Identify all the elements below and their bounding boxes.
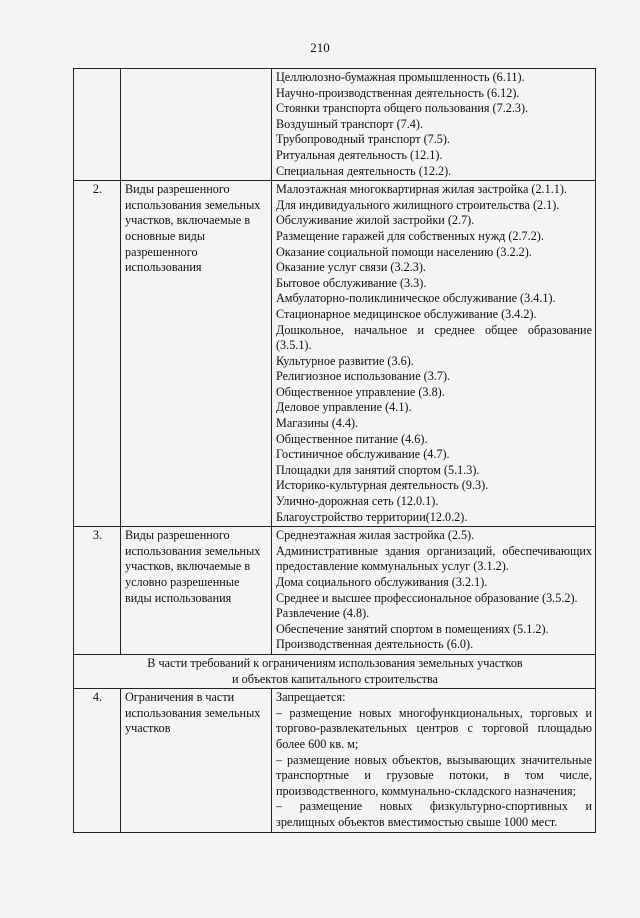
list-item: Научно-производственная деятельность (6.12). (276, 85, 520, 100)
section-heading (74, 654, 596, 688)
section-heading-line: В части требований к ограничениям использования земельных участков (147, 655, 523, 670)
zoning-table (73, 68, 596, 833)
page-number: 210 (310, 40, 330, 55)
list-item: Производственная деятельность (6.0). (276, 637, 474, 652)
row-content (272, 527, 596, 655)
row-number: 3. (74, 527, 121, 655)
list-item: Амбулаторно-поликлиническое обслуживание (3.4.1). (276, 291, 556, 306)
restriction-intro: Запрещается: (276, 690, 346, 705)
list-item: Административные здания организаций, обеспечивающих предоставление коммунальных услуг (3.1.2). (276, 543, 592, 574)
list-item: Деловое управление (4.1). (276, 400, 412, 415)
table-row-restrictions (74, 689, 596, 832)
restriction-item: – размещение новых многофункциональных, торговых и торгово-развлекательных центров с торговой площадью более 600 кв. м; (276, 705, 592, 751)
list-item: Религиозное использование (3.7). (276, 369, 451, 384)
table-row-section-heading (74, 654, 596, 688)
list-item: Улично-дорожная сеть (12.0.1). (276, 494, 439, 509)
list-item: Историко-культурная деятельность (9.3). (276, 478, 489, 493)
list-item: Воздушный транспорт (7.4). (276, 116, 424, 131)
restriction-item: – размещение новых физкультурно-спортивных и зрелищных объектов вместимостью свыше 1000 мест. (276, 799, 592, 829)
row-content (272, 69, 596, 181)
list-item: Дошкольное, начальное и среднее общее образование (3.5.1). (276, 322, 592, 353)
list-item: Культурное развитие (3.6). (276, 353, 414, 368)
list-item: Оказание услуг связи (3.2.3). (276, 260, 426, 275)
list-item: Для индивидуального жилищного строительства (2.1). (276, 197, 560, 212)
row-number (74, 69, 121, 181)
table-row-conditional-uses (74, 527, 596, 655)
list-item: Среднее и высшее профессиональное образование (3.5.2). (276, 590, 578, 605)
list-item: Малоэтажная многоквартирная жилая застройка (2.1.1). (276, 182, 567, 197)
row-label: Виды разрешенного использования земельных участков, включаемые в основные виды разрешенного использования (121, 181, 272, 527)
list-item: Обеспечение занятий спортом в помещениях (5.1.2). (276, 621, 549, 636)
section-heading-line: и объектов капитального строительства (232, 671, 438, 686)
list-item: Стационарное медицинское обслуживание (3.4.2). (276, 306, 537, 321)
list-item: Стоянки транспорта общего пользования (7.2.3). (276, 101, 529, 116)
table-row-continuation (74, 69, 596, 181)
list-item: Бытовое обслуживание (3.3). (276, 275, 427, 290)
list-item: Площадки для занятий спортом (5.1.3). (276, 462, 480, 477)
list-item: Общественное управление (3.8). (276, 384, 445, 399)
list-item: Оказание социальной помощи населению (3.2.2). (276, 244, 532, 259)
list-item: Дома социального обслуживания (3.2.1). (276, 575, 488, 589)
list-item: Обслуживание жилой застройки (2.7). (276, 213, 475, 228)
list-item: Магазины (4.4). (276, 416, 359, 431)
list-item: Целлюлозно-бумажная промышленность (6.11). (276, 70, 525, 84)
list-item: Развлечение (4.8). (276, 606, 370, 621)
row-label: Виды разрешенного использования земельных участков, включаемые в условно разрешенные виды использования (121, 527, 272, 655)
list-item: Среднеэтажная жилая застройка (2.5). (276, 528, 475, 543)
list-item: Размещение гаражей для собственных нужд (2.7.2). (276, 228, 544, 243)
list-item: Ритуальная деятельность (12.1). (276, 147, 443, 162)
table-row-main-uses (74, 181, 596, 527)
row-number: 4. (74, 689, 121, 832)
row-label: Ограничения в части использования земельных участков (121, 689, 272, 832)
list-item: Специальная деятельность (12.2). (276, 163, 452, 178)
row-label (121, 69, 272, 181)
list-item: Гостиничное обслуживание (4.7). (276, 447, 450, 462)
list-item: Благоустройство территории(12.0.2). (276, 509, 468, 524)
row-content (272, 689, 596, 832)
restriction-item: – размещение новых объектов, вызывающих значительные транспортные и грузовые потоки, в том числе, производственного, коммунально-складского назначения; (276, 752, 592, 798)
row-number: 2. (74, 181, 121, 527)
row-content (272, 181, 596, 527)
list-item: Общественное питание (4.6). (276, 431, 428, 446)
list-item: Трубопроводный транспорт (7.5). (276, 132, 450, 147)
